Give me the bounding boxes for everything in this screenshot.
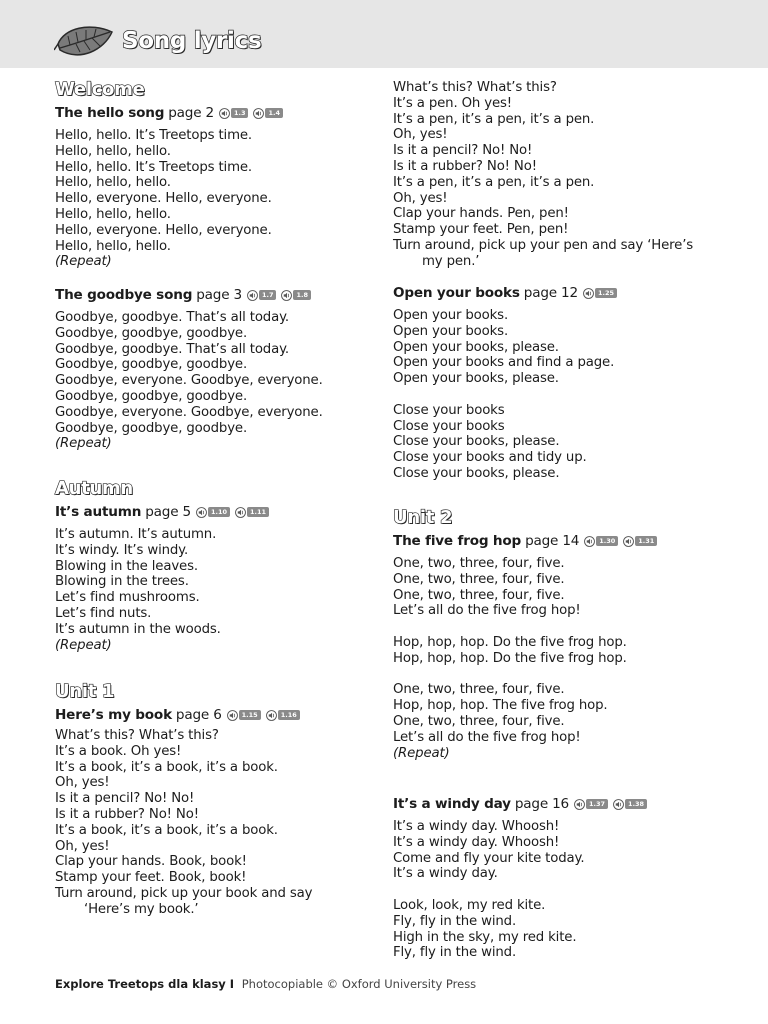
speaker-icon (253, 108, 264, 119)
audio-track (584, 535, 618, 548)
audio-track (247, 289, 277, 302)
audio-track (281, 289, 311, 302)
lyric-line: It’s autumn in the woods. (55, 621, 221, 637)
lyric-line: Hello, hello, hello. (55, 143, 171, 159)
track-number: 1.8 (293, 290, 311, 300)
track-number: 1.10 (208, 507, 230, 517)
track-number: 1.30 (596, 536, 618, 546)
lyric-line: Open your books. (393, 308, 509, 323)
lyrics (55, 728, 385, 918)
lyric-line: Look, look, my red kite. (393, 897, 546, 913)
speaker-icon (196, 507, 207, 518)
audio-track (227, 709, 261, 722)
track-number: 1.25 (595, 288, 617, 298)
song-block (55, 286, 385, 452)
lyric-line: Turn around, pick up your book and say (55, 885, 313, 901)
lyric-line: Goodbye, everyone. Goodbye, everyone. (55, 404, 323, 420)
lyric-line: my pen.’ (422, 253, 480, 269)
song-block (393, 508, 713, 761)
lyrics (55, 128, 385, 270)
repeat-note: (Repeat) (55, 254, 112, 270)
lyric-line: Oh, yes! (393, 127, 448, 143)
page-ref: page 5 (145, 504, 191, 520)
speaker-icon (247, 290, 258, 301)
lyric-line: It’s windy. It’s windy. (55, 542, 189, 558)
speaker-icon (219, 108, 230, 119)
song-name: The hello song (55, 105, 165, 121)
page-ref: page 2 (168, 105, 214, 121)
audio-track (574, 798, 608, 811)
repeat-note: (Repeat) (55, 436, 112, 452)
audio-track (623, 535, 657, 548)
lyric-line: Let’s all do the five frog hop! (393, 729, 581, 745)
song-title (393, 795, 713, 813)
speaker-icon (584, 536, 595, 547)
page-ref: page 14 (525, 533, 580, 549)
lyric-line: Blowing in the leaves. (55, 558, 198, 574)
lyric-line: Turn around, pick up your pen and say ‘Here’s (393, 237, 694, 253)
section-heading: Unit 1 (55, 681, 115, 702)
page-ref: page 12 (523, 285, 578, 301)
lyric-line: Close your books and tidy up. (393, 450, 587, 466)
lyric-line: Oh, yes! (55, 838, 110, 854)
track-number: 1.11 (247, 507, 269, 517)
lyric-line: One, two, three, four, five. (393, 713, 565, 729)
stanza-gap (393, 882, 713, 898)
lyric-line: Hello, hello, hello. (55, 238, 171, 254)
lyric-line: Goodbye, goodbye, goodbye. (55, 420, 248, 436)
lyric-line: It’s a book. Oh yes! (55, 743, 182, 759)
lyric-line: What’s this? What’s this? (393, 80, 557, 95)
lyric-line: High in the sky, my red kite. (393, 929, 577, 945)
stanza-gap (393, 667, 713, 683)
lyric-line: It’s autumn. It’s autumn. (55, 527, 217, 542)
lyric-line: Open your books, please. (393, 371, 559, 387)
lyric-line: Hop, hop, hop. The five frog hop. (393, 698, 608, 714)
song-block (393, 80, 713, 270)
song-title (55, 104, 385, 122)
stanza-gap (393, 387, 713, 403)
lyric-line: Is it a rubber? No! No! (55, 806, 199, 822)
lyric-line: Goodbye, goodbye. That’s all today. (55, 310, 289, 325)
track-number: 1.7 (259, 290, 277, 300)
page-title: Song lyrics (122, 28, 262, 54)
lyric-line: One, two, three, four, five. (393, 682, 565, 698)
lyric-line: Blowing in the trees. (55, 574, 189, 590)
audio-track (583, 287, 617, 300)
lyric-line: Hello, hello, hello. (55, 206, 171, 222)
song-title (55, 503, 385, 521)
lyric-line: It’s a pen. Oh yes! (393, 95, 512, 111)
lyric-line: Fly, fly in the wind. (393, 913, 517, 929)
song-block (55, 80, 385, 270)
lyric-line: It’s a book, it’s a book, it’s a book. (55, 822, 278, 838)
lyric-line: One, two, three, four, five. (393, 587, 565, 603)
song-block (393, 284, 713, 482)
lyric-line: Come and fly your kite today. (393, 850, 585, 866)
audio-track (219, 107, 249, 120)
lyric-line: Hello, everyone. Hello, everyone. (55, 191, 272, 207)
lyric-line: It’s a windy day. (393, 866, 498, 882)
song-name: Open your books (393, 285, 520, 301)
lyric-line: Clap your hands. Pen, pen! (393, 206, 569, 222)
page-footer (55, 977, 476, 991)
lyric-line: Close your books, please. (393, 434, 560, 450)
track-number: 1.37 (586, 799, 608, 809)
lyric-line: What’s this? What’s this? (55, 728, 219, 743)
lyric-line: Is it a rubber? No! No! (393, 158, 537, 174)
lyric-line: Goodbye, goodbye, goodbye. (55, 388, 248, 404)
speaker-icon (235, 507, 246, 518)
section-heading: Unit 2 (393, 507, 453, 528)
lyric-line: Open your books. (393, 323, 509, 339)
lyric-line: Goodbye, goodbye, goodbye. (55, 357, 248, 373)
lyric-line: Open your books, please. (393, 339, 559, 355)
speaker-icon (574, 799, 585, 810)
speaker-icon (227, 710, 238, 721)
audio-track (235, 506, 269, 519)
lyric-line: Is it a pencil? No! No! (55, 791, 195, 807)
lyrics (393, 556, 713, 761)
speaker-icon (623, 536, 634, 547)
speaker-icon (266, 710, 277, 721)
section-heading: Welcome (55, 79, 145, 100)
lyric-line: It’s a windy day. Whoosh! (393, 819, 560, 834)
lyric-line: Is it a pencil? No! No! (393, 143, 533, 159)
speaker-icon (281, 290, 292, 301)
leaf-icon (54, 20, 116, 62)
lyric-line: Goodbye, goodbye. That’s all today. (55, 341, 289, 357)
lyric-line: It’s a windy day. Whoosh! (393, 834, 560, 850)
repeat-note: (Repeat) (393, 745, 450, 761)
track-number: 1.3 (231, 108, 249, 118)
page-header (0, 0, 768, 68)
lyric-line: Hello, everyone. Hello, everyone. (55, 222, 272, 238)
lyric-line: Hop, hop, hop. Do the five frog hop. (393, 634, 627, 650)
lyrics (393, 308, 713, 482)
lyric-line: ‘Here’s my book.’ (84, 901, 199, 917)
lyric-line: Hop, hop, hop. Do the five frog hop. (393, 650, 627, 666)
track-number: 1.16 (278, 710, 300, 720)
audio-track (196, 506, 230, 519)
audio-track (613, 798, 647, 811)
song-block (55, 479, 385, 653)
stanza-gap (393, 619, 713, 635)
song-name: The five frog hop (393, 533, 522, 549)
lyric-line: Open your books and find a page. (393, 355, 615, 371)
lyric-line: Clap your hands. Book, book! (55, 854, 247, 870)
lyric-line: Oh, yes! (393, 190, 448, 206)
page-ref: page 16 (514, 796, 569, 812)
lyrics (393, 819, 713, 961)
song-block (393, 795, 713, 961)
song-name: It’s autumn (55, 504, 142, 520)
track-number: 1.4 (265, 108, 283, 118)
song-block (55, 682, 385, 918)
lyric-line: Let’s all do the five frog hop! (393, 603, 581, 619)
lyric-line: Goodbye, goodbye, goodbye. (55, 325, 248, 341)
lyric-line: One, two, three, four, five. (393, 556, 565, 571)
footer-note: Photocopiable © Oxford University Press (241, 977, 477, 991)
page-ref: page 6 (175, 707, 222, 723)
song-title (55, 286, 385, 304)
song-title (55, 706, 385, 724)
lyric-line: Close your books (393, 418, 505, 434)
lyric-line: It’s a pen, it’s a pen, it’s a pen. (393, 174, 595, 190)
lyric-line: Fly, fly in the wind. (393, 945, 517, 961)
lyric-line: Stamp your feet. Book, book! (55, 870, 247, 886)
lyric-line: Close your books (393, 402, 505, 418)
song-title (393, 532, 713, 550)
lyric-line: Oh, yes! (55, 775, 110, 791)
lyrics (55, 310, 385, 452)
song-name: The goodbye song (55, 287, 193, 303)
lyric-line: Hello, hello, hello. (55, 175, 171, 191)
audio-track (253, 107, 283, 120)
track-number: 1.31 (635, 536, 657, 546)
song-name: Here’s my book (55, 707, 172, 723)
lyrics (393, 80, 713, 270)
track-number: 1.38 (625, 799, 647, 809)
footer-title: Explore Treetops dla klasy I (55, 977, 235, 991)
lyric-line: One, two, three, four, five. (393, 571, 565, 587)
speaker-icon (613, 799, 624, 810)
lyric-line: It’s a book, it’s a book, it’s a book. (55, 759, 278, 775)
lyric-line: Goodbye, everyone. Goodbye, everyone. (55, 373, 323, 389)
repeat-note: (Repeat) (55, 637, 112, 653)
lyric-line: Let’s find mushrooms. (55, 590, 200, 606)
track-number: 1.15 (239, 710, 261, 720)
lyric-line: It’s a pen, it’s a pen, it’s a pen. (393, 111, 595, 127)
section-heading: Autumn (55, 478, 133, 499)
song-name: It’s a windy day (393, 796, 511, 812)
audio-track (266, 709, 300, 722)
lyric-line: Hello, hello. It’s Treetops time. (55, 128, 252, 143)
lyric-line: Close your books, please. (393, 465, 560, 481)
speaker-icon (583, 288, 594, 299)
lyric-line: Stamp your feet. Pen, pen! (393, 222, 569, 238)
lyric-line: Hello, hello. It’s Treetops time. (55, 159, 252, 175)
page-ref: page 3 (196, 287, 242, 303)
song-title (393, 284, 713, 302)
lyric-line: Let’s find nuts. (55, 605, 152, 621)
lyrics (55, 527, 385, 653)
